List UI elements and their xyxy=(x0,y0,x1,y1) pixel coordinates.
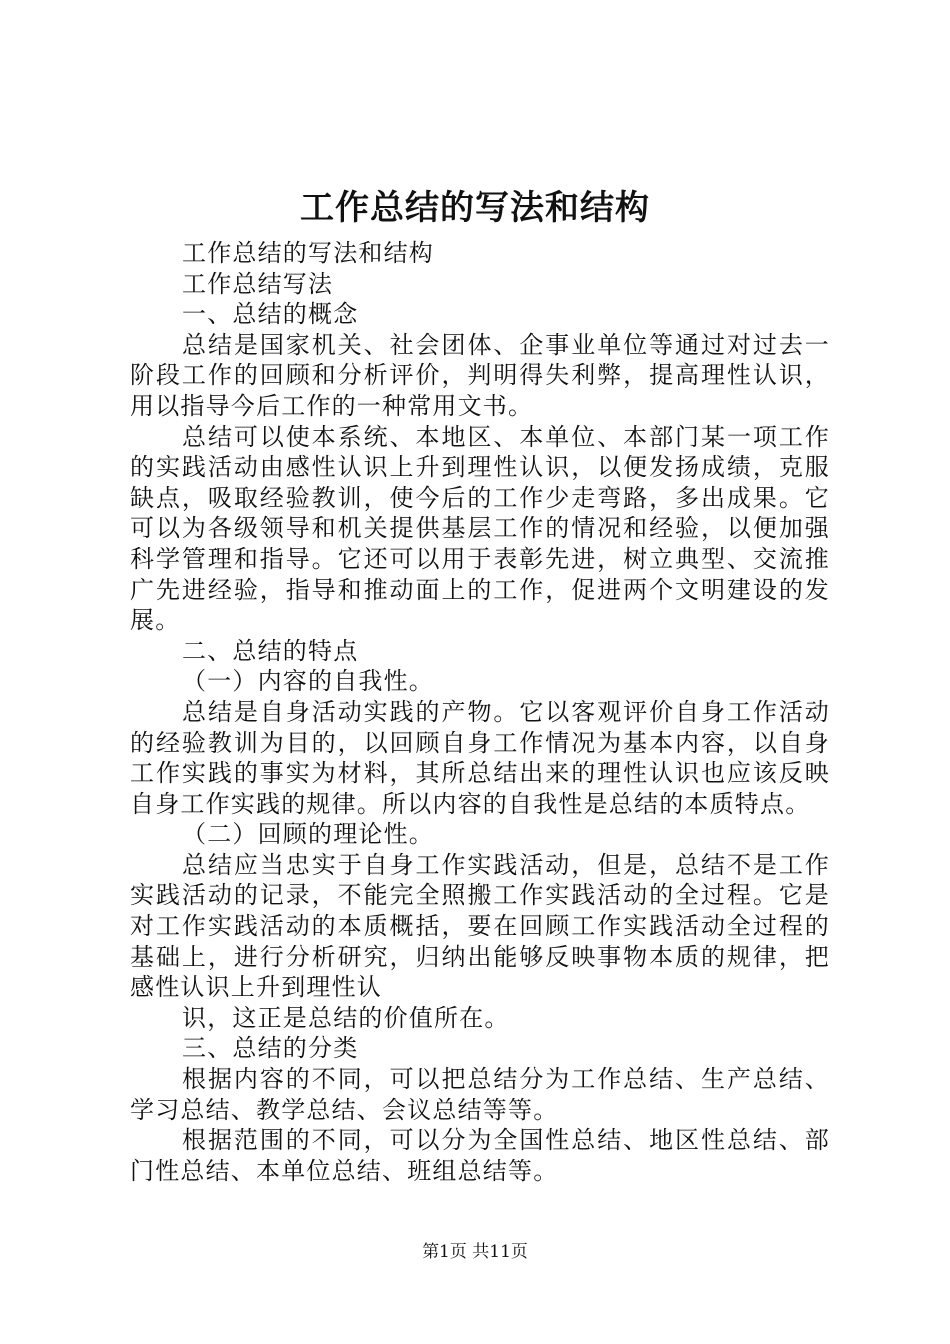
page-number: 第1页 xyxy=(422,1242,467,1262)
paragraph: 工作总结的写法和结构 xyxy=(182,239,434,267)
subsection-heading: （二）回顾的理论性。 xyxy=(182,820,434,849)
paragraph: 根据内容的不同，可以把总结分为工作总结、生产总结、学习总结、教学总结、会议总结等等。 xyxy=(130,1065,830,1124)
paragraph: 总结是自身活动实践的产物。它以客观评价自身工作活动的经验教训为目的，以回顾自身工作情况为基本内容，以自身工作实践的事实为材料，其所总结出来的理性认识也应该反映自身工作实践的规律。所以内容的自我性是总结的本质特点。 xyxy=(130,697,830,818)
section-heading: 一、总结的概念 xyxy=(182,300,359,329)
page-total: 共11页 xyxy=(472,1242,528,1262)
document-body xyxy=(130,238,830,1186)
section-heading: 三、总结的分类 xyxy=(182,1034,359,1063)
paragraph: 总结可以使本系统、本地区、本单位、本部门某一项工作的实践活动由感性认识上升到理性认识，以便发扬成绩，克服缺点，吸取经验教训，使今后的工作少走弯路，多出成果。它可以为各级领导和机关提供基层工作的情况和经验，以便加强科学管理和指导。它还可以用于表彰先进，树立典型、交流推广先进经验，指导和推动面上的工作，促进两个文明建设的发展。 xyxy=(130,422,830,635)
subsection-heading: （一）内容的自我性。 xyxy=(182,667,434,696)
section-heading: 二、总结的特点 xyxy=(182,636,359,665)
paragraph: 工作总结写法 xyxy=(182,269,334,298)
paragraph: 总结应当忠实于自身工作实践活动，但是，总结不是工作实践活动的记录，不能完全照搬工作实践活动的全过程。它是对工作实践活动的本质概括，要在回顾工作实践活动全过程的基础上，进行分析研究，归纳出能够反映事物本质的规律，把感性认识上升到理性认 xyxy=(130,850,830,1002)
paragraph: 根据范围的不同，可以分为全国性总结、地区性总结、部门性总结、本单位总结、班组总结等。 xyxy=(130,1126,830,1185)
page-footer xyxy=(0,1240,950,1264)
paragraph: 识，这正是总结的价值所在。 xyxy=(182,1003,510,1032)
document-title: 工作总结的写法和结构 xyxy=(300,188,650,228)
paragraph: 总结是国家机关、社会团体、企事业单位等通过对过去一阶段工作的回顾和分析评价，判明得失利弊，提高理性认识，用以指导今后工作的一种常用文书。 xyxy=(130,330,830,420)
